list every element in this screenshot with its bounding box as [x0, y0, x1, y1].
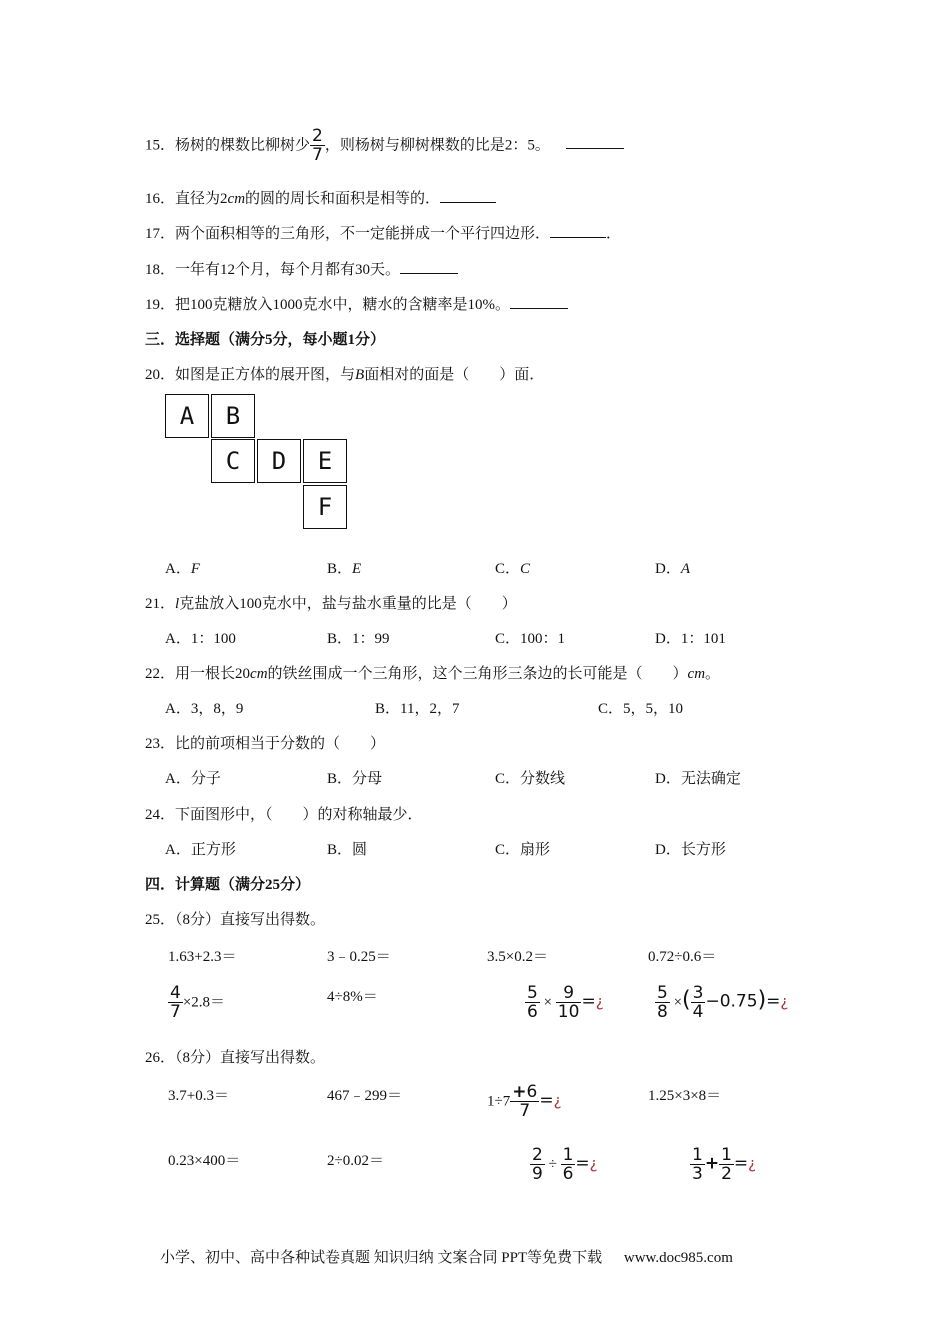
question-text: （8分）直接写出得数。	[175, 1050, 326, 1066]
calc-item: 467﹣299＝	[327, 1088, 403, 1104]
option-b[interactable]: B．圆	[327, 842, 368, 858]
option-b[interactable]: B．1：99	[327, 631, 390, 647]
footer-link[interactable]: www.doc985.com	[623, 1250, 733, 1266]
calc-item: $\frac{2}{9}$ ÷ $\frac{1}{6}$ =¿	[532, 1145, 598, 1184]
question-text: 比的前项相当于分数的（ ）	[175, 736, 386, 752]
numerator: 2	[312, 126, 323, 146]
calc-item: 3.7+0.3＝	[168, 1088, 229, 1104]
calc-item: 0.72÷0.6＝	[648, 949, 717, 965]
question-number: 17．	[145, 226, 176, 242]
question-15	[145, 128, 624, 164]
question-text: 杨树的棵数比柳树少	[175, 137, 311, 154]
question-text: 克盐放入100克水中，盐与盐水重量的比是（ ）	[179, 596, 517, 612]
question-number: 22．	[145, 666, 176, 682]
question-text: 一年有12个月，每个月都有30天。	[175, 262, 401, 278]
question-text: 直径为2	[175, 191, 228, 207]
section-title: 三．选择题（满分5分，每小题1分）	[145, 332, 386, 348]
variable: l	[175, 596, 180, 612]
answer-blank[interactable]	[510, 294, 568, 309]
question-18	[145, 258, 458, 279]
question-text: 的铁丝围成一个三角形，这个三角形三条边的长可能是（ ）	[267, 666, 688, 682]
question-number: 15．	[145, 137, 176, 154]
option-c[interactable]: C．扇形	[495, 842, 551, 858]
calc-item: $\frac{5}{8}$ ×( $\frac{3}{4}$ −0.75)=¿	[657, 983, 789, 1022]
question-26	[145, 1046, 325, 1067]
calc-item: 2÷0.02＝	[327, 1153, 384, 1169]
option-b[interactable]: B．E	[327, 561, 362, 577]
unit: cm	[687, 666, 706, 682]
calc-item: 1.25×3×8＝	[648, 1088, 722, 1104]
answer-blank[interactable]	[566, 134, 624, 149]
calc-item: 1÷7 $\frac{+6}{7}$ =¿	[487, 1082, 562, 1121]
option-c[interactable]: C．C	[495, 561, 531, 577]
option-b[interactable]: B．11，2，7	[375, 701, 460, 717]
page-footer	[160, 1246, 733, 1267]
question-number: 26．	[145, 1050, 176, 1066]
question-number: 25．	[145, 912, 176, 928]
calc-item: 3﹣0.25＝	[327, 949, 391, 965]
net-face-d: D	[257, 439, 301, 483]
footer-text: 小学、初中、高中各种试卷真题 知识归纳 文案合同 PPT等免费下载	[160, 1250, 603, 1266]
question-text: 下面图形中，（ ）的对称轴最少．	[175, 807, 423, 823]
calc-item: $\frac{5}{6}$ × $\frac{9}{10}$ =¿	[527, 983, 604, 1022]
option-c[interactable]: C．5，5，10	[598, 701, 684, 717]
question-25	[145, 908, 325, 929]
option-d[interactable]: D．长方形	[655, 842, 726, 858]
punctuation: 。	[705, 666, 721, 682]
question-text: 两个面积相等的三角形，不一定能拼成一个平行四边形．	[175, 226, 551, 242]
question-text: 如图是正方体的展开图，与	[175, 367, 356, 383]
calc-item: $\frac{4}{7}$ ×2.8＝	[170, 983, 226, 1022]
question-text: 用一根长20	[175, 666, 251, 682]
denominator: 7	[312, 145, 323, 165]
question-number: 20．	[145, 367, 176, 383]
net-face-e: E	[303, 439, 347, 483]
question-number: 21．	[145, 596, 176, 612]
option-c[interactable]: C．100：1	[495, 631, 566, 647]
face-label: B	[355, 367, 365, 383]
question-17	[145, 222, 621, 243]
option-a[interactable]: A．分子	[165, 771, 221, 787]
question-number: 18．	[145, 262, 176, 278]
net-face-a: A	[165, 394, 209, 438]
answer-blank[interactable]	[400, 259, 458, 274]
option-a[interactable]: A．3，8，9	[165, 701, 244, 717]
option-d[interactable]: D．1：101	[655, 631, 726, 647]
option-d[interactable]: D．无法确定	[655, 771, 741, 787]
question-text: （8分）直接写出得数。	[175, 912, 326, 928]
fraction: $\frac{4}{7}$	[170, 983, 181, 1022]
fraction	[310, 128, 325, 164]
question-22	[145, 662, 720, 683]
net-face-b: B	[211, 394, 255, 438]
question-24	[145, 803, 423, 824]
calc-item: 1.63+2.3＝	[168, 949, 237, 965]
question-text: ，则杨树与柳树棵数的比是2：5。	[324, 137, 550, 154]
option-a[interactable]: A．F	[165, 561, 201, 577]
option-c[interactable]: C．分数线	[495, 771, 566, 787]
answer-blank[interactable]	[440, 188, 496, 203]
option-a[interactable]: A．正方形	[165, 842, 236, 858]
calc-item: 3.5×0.2＝	[487, 949, 548, 965]
option-d[interactable]: D．A	[655, 561, 691, 577]
question-text: 把100克糖放入1000克水中，糖水的含糖率是10%。	[175, 297, 511, 313]
calc-item: 4÷8%＝	[327, 989, 378, 1005]
question-number: 19．	[145, 297, 176, 313]
option-a[interactable]: A．1：100	[165, 631, 236, 647]
question-number: 16．	[145, 191, 176, 207]
calc-item: 0.23×400＝	[168, 1153, 241, 1169]
question-text: 面相对的面是（ ）面．	[364, 367, 545, 383]
calc-item: $\frac{1}{3}$ + $\frac{1}{2}$ =¿	[692, 1145, 757, 1184]
section-title: 四．计算题（满分25分）	[145, 877, 311, 893]
unit: cm	[250, 666, 268, 682]
question-19	[145, 293, 568, 314]
question-number: 23．	[145, 736, 176, 752]
question-20	[145, 363, 544, 384]
option-b[interactable]: B．分母	[327, 771, 383, 787]
net-face-f: F	[303, 485, 347, 529]
answer-blank[interactable]	[550, 223, 606, 238]
question-23	[145, 732, 385, 753]
question-16	[145, 187, 496, 208]
punctuation: ．	[606, 226, 622, 242]
net-face-c: C	[211, 439, 255, 483]
question-number: 24．	[145, 807, 176, 823]
question-21	[145, 592, 517, 613]
unit: cm	[227, 191, 246, 207]
question-text: 的圆的周长和面积是相等的．	[245, 191, 441, 207]
